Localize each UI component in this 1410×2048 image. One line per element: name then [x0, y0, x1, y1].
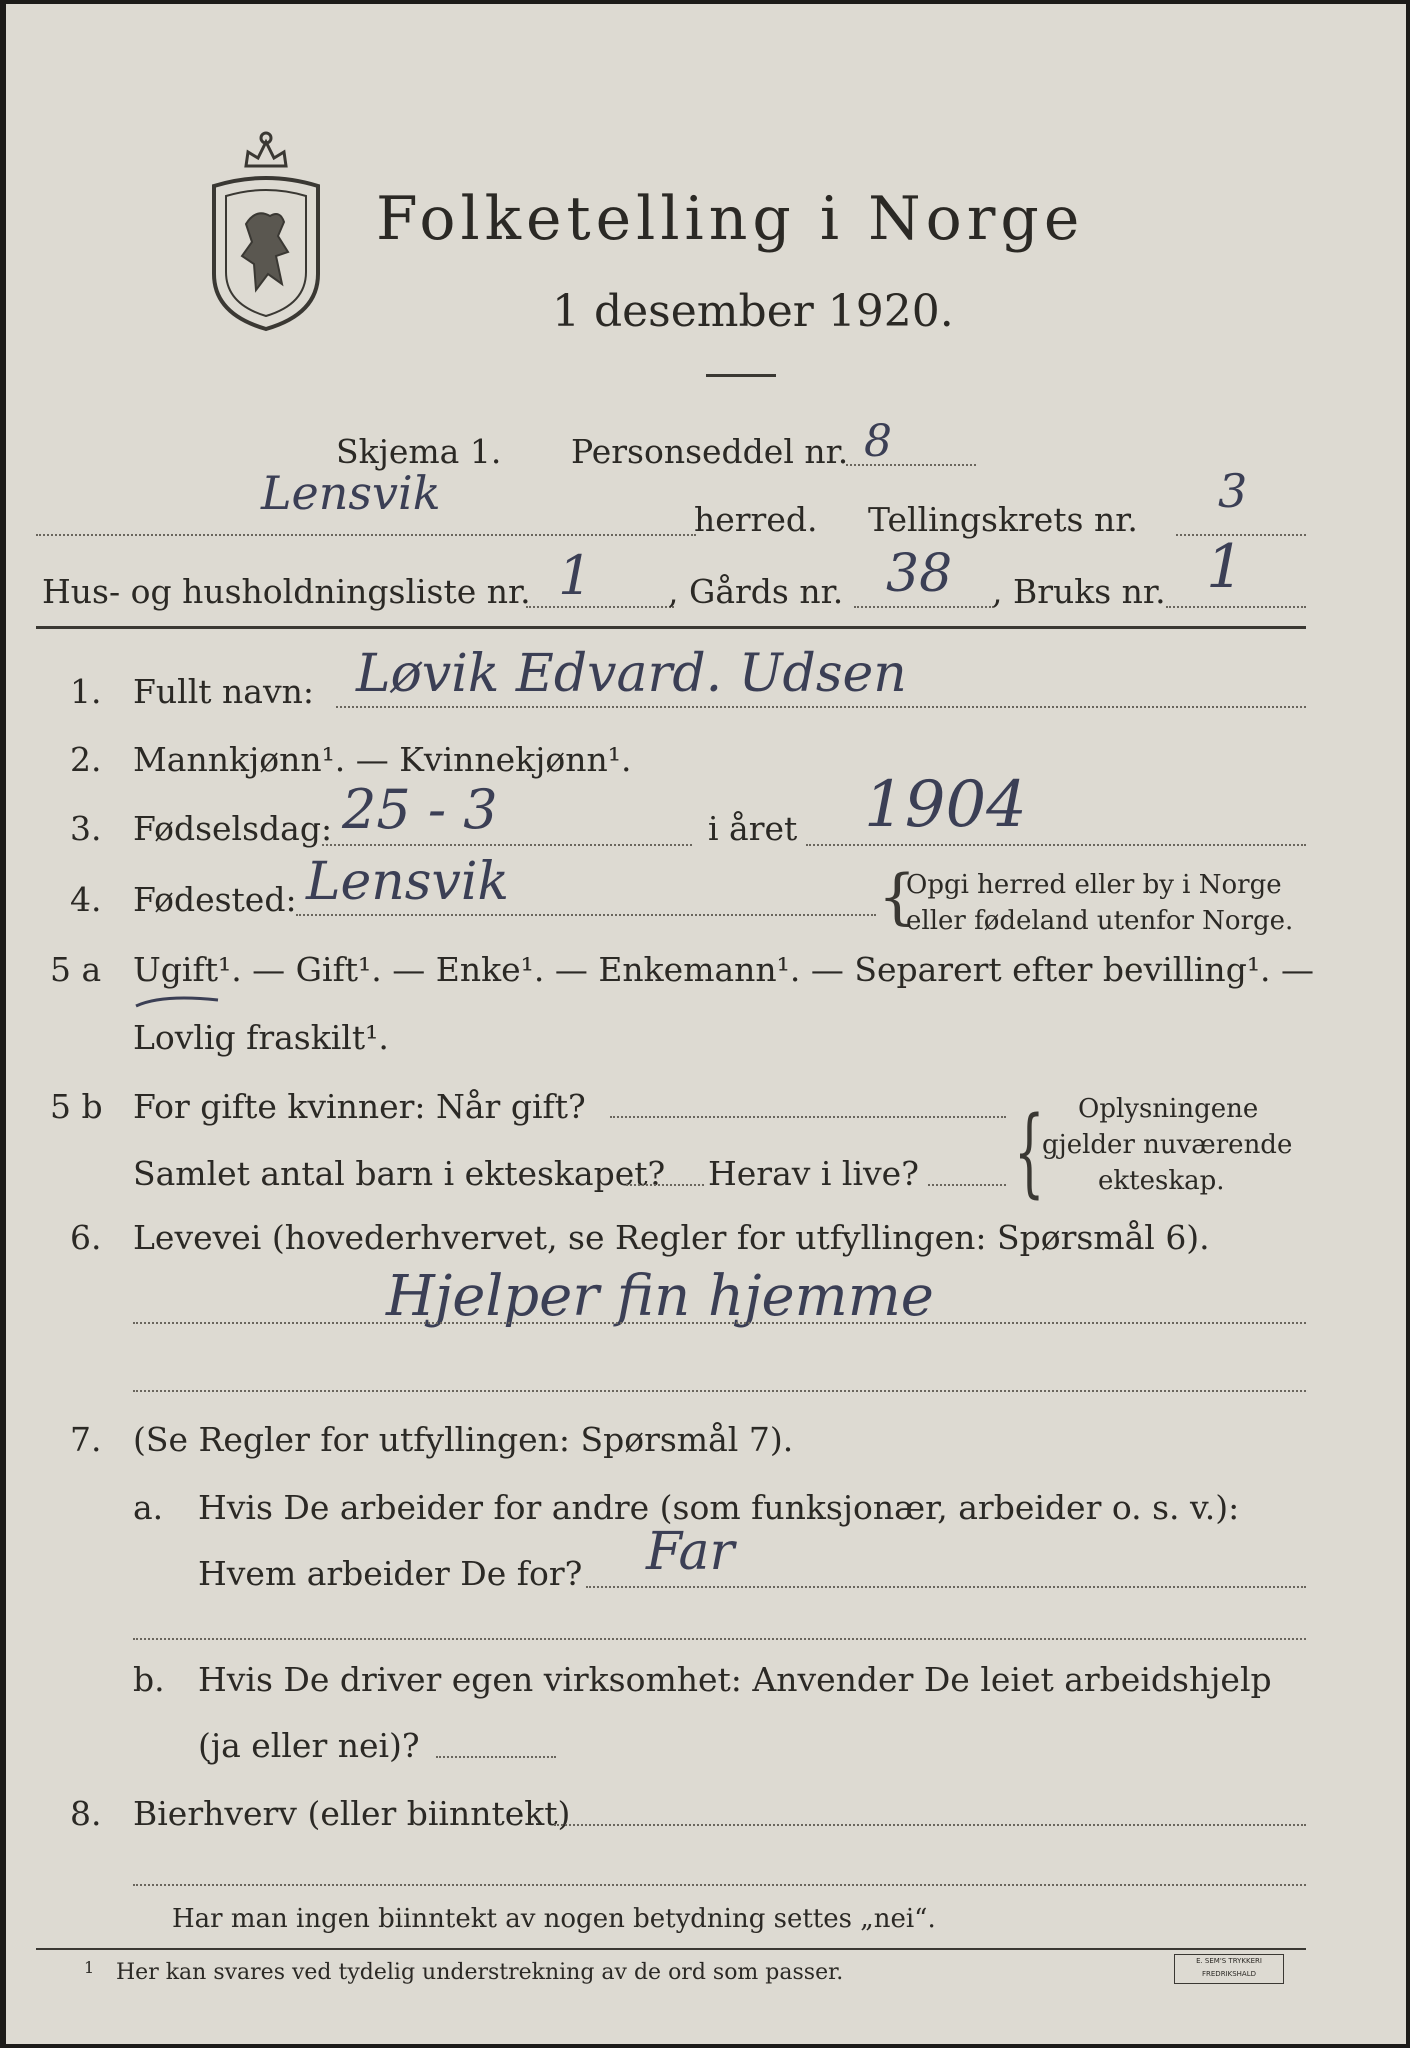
q2-number: 2.	[70, 740, 102, 779]
full-name-field[interactable]	[336, 706, 1306, 708]
birth-year-value: 1904	[864, 768, 1027, 842]
footnote-text: Her kan svares ved tydelig understrekning av de ord som passer.	[116, 1960, 844, 1985]
full-name-value: Løvik Edvard. Udsen	[356, 644, 907, 704]
personseddel-label: Personseddel nr.	[571, 432, 849, 471]
gards-label: , Gårds nr.	[668, 572, 844, 611]
q7a-number: a.	[133, 1488, 164, 1527]
side-income-field[interactable]	[554, 1824, 1306, 1826]
q8-number: 8.	[70, 1794, 102, 1833]
printer-stamp: E. SEM'S TRYKKERI FREDRIKSHALD	[1174, 1954, 1284, 1984]
herred-field[interactable]	[36, 534, 696, 536]
occupation-value: Hjelper fin hjemme	[386, 1264, 934, 1329]
married-when-label: For gifte kvinner: Når gift?	[133, 1087, 586, 1126]
gender-options: Mannkjønn¹. — Kvinnekjønn¹.	[133, 740, 632, 779]
children-total-field[interactable]	[626, 1184, 704, 1186]
occupation-field-line-1[interactable]	[133, 1322, 1306, 1324]
q7b-number: b.	[133, 1660, 165, 1699]
marriage-note-2: gjelder nuværende	[1042, 1130, 1293, 1160]
children-alive-field[interactable]	[928, 1184, 1006, 1186]
employer-value: Far	[646, 1522, 735, 1582]
hired-help-field[interactable]	[436, 1756, 556, 1758]
form-title: Folketelling i Norge	[376, 184, 1085, 254]
children-total-label: Samlet antal barn i ekteskapet?	[133, 1154, 666, 1193]
header-divider	[36, 626, 1306, 629]
marriage-brace: {	[1014, 1096, 1045, 1208]
gards-value: 38	[886, 544, 953, 604]
q3-number: 3.	[70, 809, 102, 848]
census-date: 1 desember 1920.	[552, 286, 954, 337]
children-alive-label: Herav i live?	[708, 1154, 919, 1193]
q3-label: Fødselsdag:	[133, 809, 333, 848]
q4-number: 4.	[70, 880, 102, 919]
tellingskrets-label: Tellingskrets nr.	[868, 500, 1138, 539]
personseddel-value: 8	[864, 416, 892, 467]
birthplace-note-1: Opgi herred eller by i Norge	[906, 870, 1282, 900]
year-label: i året	[708, 809, 798, 848]
bruks-label: , Bruks nr.	[992, 572, 1166, 611]
herred-label: herred.	[694, 500, 818, 539]
marital-status-options-2: Lovlig fraskilt¹.	[133, 1018, 389, 1057]
q7b-label: Hvis De driver egen virksomhet: Anvender De leiet arbeidshjelp	[198, 1660, 1272, 1699]
husholdning-label: Hus- og husholdningsliste nr.	[42, 572, 531, 611]
side-income-note: Har man ingen biinntekt av nogen betydning settes „nei“.	[172, 1904, 936, 1934]
q7a-label: Hvis De arbeider for andre (som funksjonær, arbeider o. s. v.):	[198, 1488, 1240, 1527]
marital-underline-mark	[132, 992, 222, 1012]
q5b-number: 5 b	[50, 1087, 103, 1126]
married-when-field[interactable]	[610, 1116, 1006, 1118]
employer-field[interactable]	[586, 1586, 1306, 1588]
side-income-label: Bierhverv (eller biinntekt)	[133, 1794, 571, 1833]
q1-number: 1.	[70, 672, 102, 711]
q5a-number: 5 a	[50, 950, 102, 989]
q6-number: 6.	[70, 1218, 102, 1257]
q7-number: 7.	[70, 1420, 102, 1459]
footnote-number: 1	[84, 1958, 95, 1977]
marriage-note-3: ekteskap.	[1098, 1166, 1225, 1196]
gards-field[interactable]	[854, 606, 994, 608]
employer-label: Hvem arbeider De for?	[198, 1554, 583, 1593]
birthplace-note-2: eller fødeland utenfor Norge.	[906, 906, 1294, 936]
employer-field-line-2[interactable]	[133, 1638, 1306, 1640]
birthday-field[interactable]	[322, 844, 692, 846]
tellingskrets-value: 3	[1218, 464, 1248, 518]
title-divider	[706, 374, 776, 377]
census-form-page	[6, 4, 1406, 2044]
bruks-field[interactable]	[1166, 606, 1306, 608]
birthplace-brace: {	[878, 862, 917, 932]
bruks-value: 1	[1206, 532, 1245, 602]
husholdning-field[interactable]	[526, 606, 674, 608]
hired-help-label: (ja eller nei)?	[198, 1726, 420, 1765]
q7-label: (Se Regler for utfyllingen: Spørsmål 7).	[133, 1420, 794, 1459]
q1-label: Fullt navn:	[133, 672, 314, 711]
birth-year-field[interactable]	[806, 844, 1306, 846]
footer-divider	[36, 1948, 1306, 1950]
occupation-field-line-2[interactable]	[133, 1390, 1306, 1392]
herred-value: Lensvik	[261, 466, 441, 520]
husholdning-value: 1	[558, 544, 593, 607]
birthday-value: 25 - 3	[342, 778, 498, 841]
q4-label: Fødested:	[133, 880, 297, 919]
birthplace-field[interactable]	[296, 914, 876, 916]
coat-of-arms-icon	[206, 124, 326, 334]
skjema-label: Skjema 1.	[336, 432, 502, 471]
birthplace-value: Lensvik	[306, 852, 509, 912]
occupation-label: Levevei (hovederhvervet, se Regler for utfyllingen: Spørsmål 6).	[133, 1218, 1210, 1257]
side-income-field-line-2[interactable]	[133, 1884, 1306, 1886]
marital-status-options: Ugift¹. — Gift¹. — Enke¹. — Enkemann¹. — Separert efter bevilling¹. —	[133, 950, 1315, 989]
marriage-note-1: Oplysningene	[1078, 1094, 1259, 1124]
